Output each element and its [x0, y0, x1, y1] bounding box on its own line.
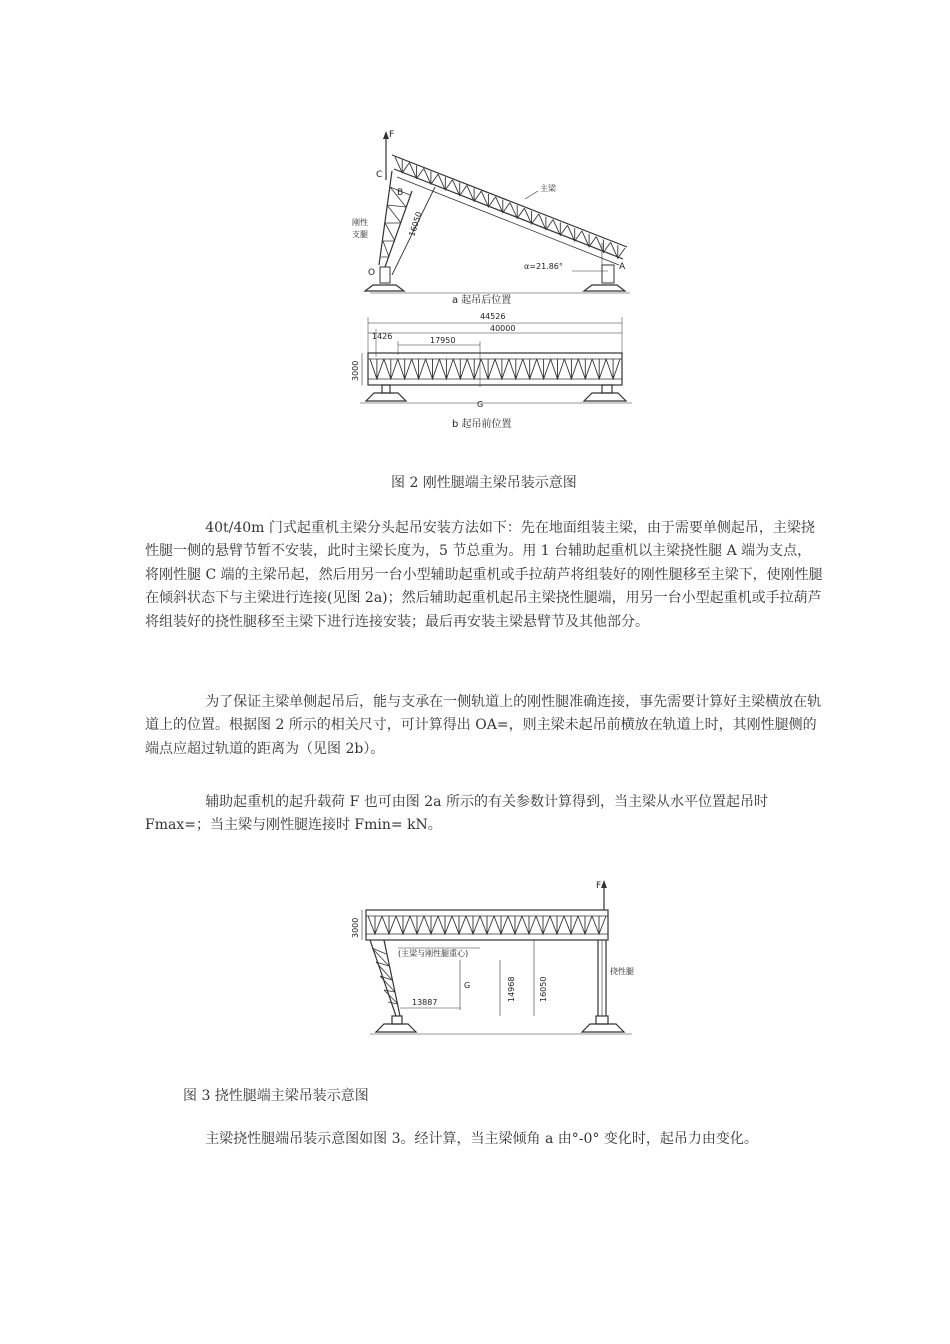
subcaption-a: a 起吊后位置: [452, 295, 512, 306]
paragraph-2: 为了保证主梁单侧起吊后，能与支承在一侧轨道上的刚性腿准确连接，事先需要计算好主梁横放在轨道上的位置。根据图 2 所示的相关尺寸，可计算得出 OA=，则主梁未起吊前横放在轨道上时，其刚性腿侧的端点应超过轨道的距离为（见图 2b）。: [145, 694, 822, 757]
flexible-leg: [598, 940, 606, 1016]
paragraph-3: 辅助起重机的起升载荷 F 也可由图 2a 所示的有关参数计算得到，当主梁从水平位置起吊时 Fmax=；当主梁与刚性腿连接时 Fmin= kN。: [145, 794, 768, 834]
dim-3000: 3000: [351, 917, 360, 938]
dim-3000: 3000: [351, 360, 360, 381]
paragraph-1: 40t/40m 门式起重机主梁分头起吊安装方法如下：先在地面组装主梁，由于需要单侧起吊，主梁挠性腿一侧的悬臂节暂不安装，此时主梁长度为，5 节总重为。用 1 台辅助起重机以主梁挠性腿 A 端为支点，将刚性腿 C 端的主梁吊起，然后用另一台小型辅助起重机或手拉葫芦将组装好的刚性腿移至主梁下，使刚性腿在倾斜状态下与主梁进行连接(见图 2a)；然后辅助起重机起吊主梁挠性腿端，用另一台小型起重机或手拉葫芦将组装好的挠性腿移至主梁下进行连接安装；最后再安装主梁悬臂节及其他部分。: [145, 520, 823, 630]
figure-3-diagram: [340, 878, 640, 1048]
label-B: B: [397, 188, 404, 198]
paragraph-4: 主梁挠性腿端吊装示意图如图 3。经计算，当主梁倾角 a 由°-0° 变化时，起吊力由变化。: [205, 1131, 758, 1147]
figure-2-caption: 图 2 刚性腿端主梁吊装示意图: [391, 475, 577, 491]
rigid-leg: [370, 940, 400, 1016]
support-pad-left: [365, 285, 404, 291]
horizontal-main-beam: [368, 353, 622, 385]
subcaption-b: b 起吊前位置: [452, 419, 512, 430]
dim-16050: 16050: [539, 976, 548, 1002]
rigid-leg: [379, 171, 435, 275]
dim-16050: 16050: [407, 210, 424, 238]
label-C: C: [376, 170, 383, 180]
label-O: O: [368, 268, 376, 278]
dim-44526: 44526: [480, 312, 506, 321]
dim-13887: 13887: [412, 998, 438, 1007]
label-rigid-leg-1: 刚性: [352, 218, 368, 227]
figure-3-caption: 图 3 挠性腿端主梁吊装示意图: [183, 1088, 369, 1104]
dim-14968: 14968: [507, 976, 516, 1002]
angle-label: α=21.86°: [524, 262, 563, 271]
dim-40000: 40000: [490, 324, 516, 333]
label-rigid-leg-2: 支腿: [352, 230, 368, 239]
label-F: F: [596, 881, 602, 891]
support-pad-right: [584, 285, 625, 291]
figure-2-diagram: [340, 125, 640, 437]
label-F: F: [389, 130, 395, 140]
label-A: A: [619, 262, 626, 272]
label-flex-leg: 挠性腿: [610, 967, 634, 976]
main-beam: [366, 910, 608, 940]
label-cog: (主梁与刚性腿重心): [398, 949, 469, 958]
label-G: G: [477, 400, 484, 409]
label-main-beam: 主梁: [540, 184, 556, 193]
label-G: G: [464, 981, 471, 990]
dim-17950: 17950: [430, 336, 456, 345]
inclined-main-beam: [392, 155, 627, 265]
dim-1426: 1426: [372, 332, 393, 341]
